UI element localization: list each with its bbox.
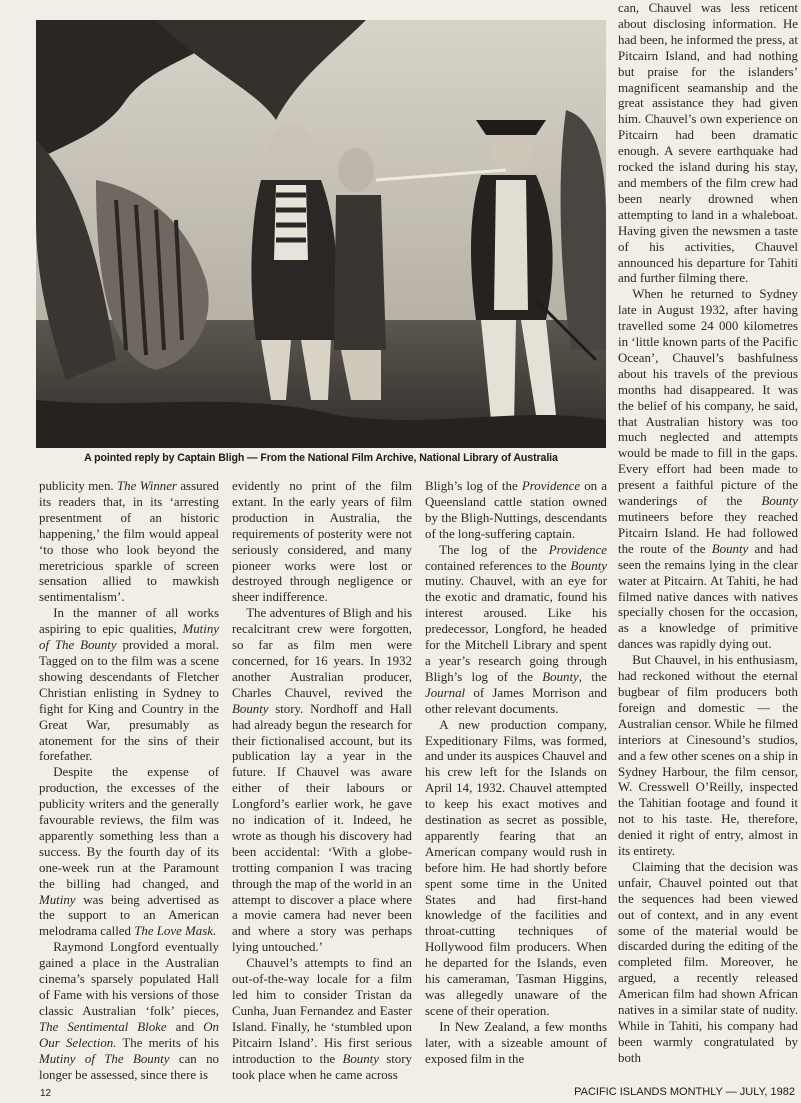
italic-title: Mutiny of The Bounty [39, 622, 219, 653]
italic-title: Bounty [570, 558, 607, 573]
paragraph: The adventures of Bligh and his recalcitrant crew were forgotten, so far as film men were concerned, for 16 years. In 1932 another Australian producer, Charles Chauvel, revived the Bounty story. Nordhoff and Hall had already begun the research for their fictionalised account, but its publication lay a year in the future. If Chauvel was aware either of their labours or Longford’s earlier work, he gave no indication of it. Indeed, he wrote as though his discovery had been accidental: ‘With a globe-trotting companion I was tracing through the map of the world in an attempt to discover a place where a movie camera had never been and where a story was perhaps lying untouched.’ [232, 606, 412, 955]
italic-title: Bounty [761, 494, 798, 509]
paragraph: Chauvel’s attempts to find an out-of-the-way locale for a film led him to consider Tristan da Cunha, Juan Fernandez and Easter Island. Finally, he ‘stumbled upon Pitcairn Island’. His first serious introduction to the Bounty story took place when he came across [232, 956, 412, 1082]
article-column-2 [232, 479, 412, 1084]
italic-title: Providence [548, 542, 607, 557]
paragraph: Claiming that the decision was unfair, Chauvel pointed out that the sequences had been viewed out of context, and in any event some of the material would be discarded during the editing of the completed film. Moreover, he argued, a recently released American film had shown African natives in a similar state of nudity. While in Tahiti, his company had been warmly congratulated by both [618, 859, 798, 1065]
italic-title: Bounty [542, 669, 579, 684]
paragraph: In New Zealand, a few months later, with a sizeable amount of exposed film in the [425, 1019, 607, 1066]
italic-title: Journal [425, 685, 466, 700]
italic-title: Bounty [342, 1051, 379, 1066]
paragraph: In the manner of all works aspiring to epic qualities, Mutiny of The Bounty provided a moral. Tagged on to the film was a scene showing descendants of Fletcher Christian enlisting in Sydney to fight for King and Country in the Great War, presumably as atonement for the sins of their forefather. [39, 606, 219, 764]
italic-title: Bounty [711, 541, 749, 556]
paragraph: publicity men. The Winner assured its readers that, in its ‘arresting presentment of an historic happening,’ the film would appeal ‘to those who look beyond the meretricious sparkle of screen sensation allied to mawkish sentimentalism’. [39, 479, 219, 605]
paragraph: A new production company, Expeditionary Films, was formed, and under its auspices Chauvel and his crew left for the Islands on April 14, 1932. Chauvel attempted to keep his exact motives and destination as secret as possible, apparently fearing that an American company would rush in before him. He had shortly before spent some time in the United States and had first-hand knowledge of the facilities and throat-cutting techniques of Hollywood film producers. When he departed for the Islands, even his cameraman, Tasman Higgins, was allegedly unaware of the scene of their operation. [425, 717, 607, 1018]
italic-title: Bounty [232, 701, 269, 716]
paragraph: can, Chauvel was less reticent about disclosing information. He had been, he informed the press, at Pitcairn Island, and had nothing but praise for the islanders’ magnificent seamanship and the great assistance they had given him. Chauvel’s own experience on Pitcairn had been dramatic enough. A severe earthquake had rocked the island during his stay, and members of the film crew had been nearly drowned when attempting to land in a whaleboat. Having given the newsmen a taste of his activities, Chauvel announced his departure for Tahiti and further filming there. [618, 1, 798, 286]
page-number: 12 [40, 1088, 52, 1099]
italic-title: Providence [521, 479, 581, 493]
running-footer: PACIFIC ISLANDS MONTHLY — JULY, 1982 [574, 1086, 795, 1098]
paragraph: Bligh’s log of the Providence on a Queensland cattle station owned by the Bligh-Nuttings, descendants of the long-suffering captain. [425, 479, 607, 541]
paragraph: Raymond Longford eventually gained a place in the Australian cinema’s sparsely populated Hall of Fame with his versions of those classic Australian ‘folk’ pieces, The Sentimental Bloke and On Our Selection. The merits of his Mutiny of The Bounty can no longer be assessed, since there is [39, 940, 220, 1082]
film-still-image [36, 20, 606, 448]
italic-title: The Love Mask. [134, 924, 217, 939]
article-column-3 [425, 479, 607, 1084]
italic-title: Mutiny of The Bounty [39, 1051, 170, 1066]
article-column-1 [39, 479, 219, 1084]
italic-title: The Sentimental Bloke [39, 1019, 167, 1034]
paragraph: The log of the Providence contained references to the Bounty mutiny. Chauvel, with an eye for the exotic and dramatic, found his interest aroused. Like his predecessor, Longford, he headed for the Mitchell Library and spent a year’s research going through Bligh’s log of the Bounty, the Journal of James Morrison and other relevant documents. [425, 542, 607, 716]
paragraph: When he returned to Sydney late in August 1932, after having travelled some 24 000 kilometres in ‘little known parts of the Pacific Ocean’, Chauvel’s bashfulness about his travels of the previous months had disappeared. It was the belief of his company, he said, that Australian history was too much neglected and attempts would be made to fill in the gaps. Every effort had been made to present a faithful picture of the wanderings of the Bounty mutineers before they reached Pitcairn Island. He had followed the route of the Bounty and had seen the remains lying in the clear water at Pitcairn. At Tahiti, he had filmed native dances with natives specially chosen for the occasion, as a knowledge of primitive dances was rapidly dying out. [618, 287, 798, 652]
photo-caption: A pointed reply by Captain Bligh — From the National Film Archive, National Library of Australia [84, 452, 558, 464]
italic-title: Mutiny [39, 892, 76, 907]
paragraph: Despite the expense of production, the excesses of the publicity writers and the generally favourable reviews, the film was apparently something less than a success. By the fourth day of its one-week run at the Paramount the billing had changed, and Mutiny was being advertised as the support to an American melodrama called The Love Mask. [39, 765, 219, 939]
italic-title: On Our Selection. [39, 1019, 219, 1050]
paragraph: evidently no print of the film extant. In the early years of film production in Australia, the requirements of posterity were not seriously considered, and many pioneer works were lost or destroyed through negligence or sheer indifference. [232, 479, 412, 605]
paragraph: But Chauvel, in his enthusiasm, had reckoned without the eternal bugbear of film producers both foreign and domestic — the Australian censor. While he filmed interiors at Cinesound’s studios, and a few other scenes on a ship in Sydney Harbour, the film censor, W. Cresswell O’Reilly, inspected the Tahitian footage and found it not to his taste. He, therefore, denied it right of entry, almost in its entirety. [618, 653, 798, 859]
article-column-4 [618, 1, 798, 1081]
film-still-photo [36, 20, 606, 448]
italic-title: The Winner [117, 479, 177, 493]
